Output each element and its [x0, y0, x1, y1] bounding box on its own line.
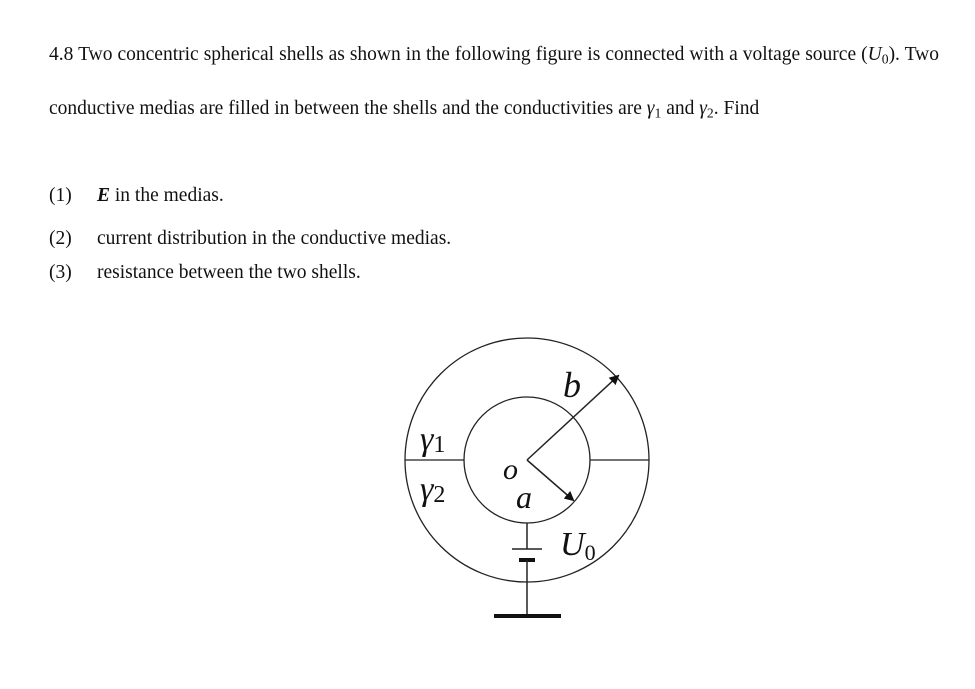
label-b: b — [563, 365, 581, 405]
question-text: in the medias. — [110, 185, 224, 206]
radius-a-arrow — [527, 460, 573, 500]
question-number: (3) — [49, 262, 72, 283]
question-number: (1) — [49, 185, 72, 206]
problem-line-3a: and — [666, 98, 700, 120]
problem-line-2b: ). Two conductive medias are filled in between the shells and the conductivities are — [49, 44, 939, 120]
question-text: current distribution in the conductive medias. — [97, 228, 452, 249]
problem-line-3b: . Find — [713, 98, 760, 120]
problem-number: 4.8 — [49, 44, 74, 65]
voltage-subscript: 0 — [881, 51, 889, 67]
label-a: a — [516, 479, 532, 515]
gamma1-subscript: 1 — [654, 105, 662, 121]
label-o: o — [503, 453, 518, 486]
voltage-symbol: U — [867, 44, 882, 65]
question-text: resistance between the two shells. — [97, 262, 361, 283]
label-gamma1: γ1 — [420, 421, 446, 458]
question-number: (2) — [49, 228, 72, 249]
gamma1-symbol: γ — [646, 98, 655, 120]
label-gamma2: γ2 — [420, 471, 446, 508]
gamma2-subscript: 2 — [706, 105, 714, 121]
problem-line-1: Two concentric spherical shells as shown in the following figure is connected with a voltage — [78, 44, 801, 65]
problem-line-2a: source ( — [805, 44, 868, 65]
field-symbol-E: E — [97, 185, 111, 206]
gamma2-symbol: γ — [699, 98, 707, 120]
label-U0: U0 — [560, 526, 596, 565]
